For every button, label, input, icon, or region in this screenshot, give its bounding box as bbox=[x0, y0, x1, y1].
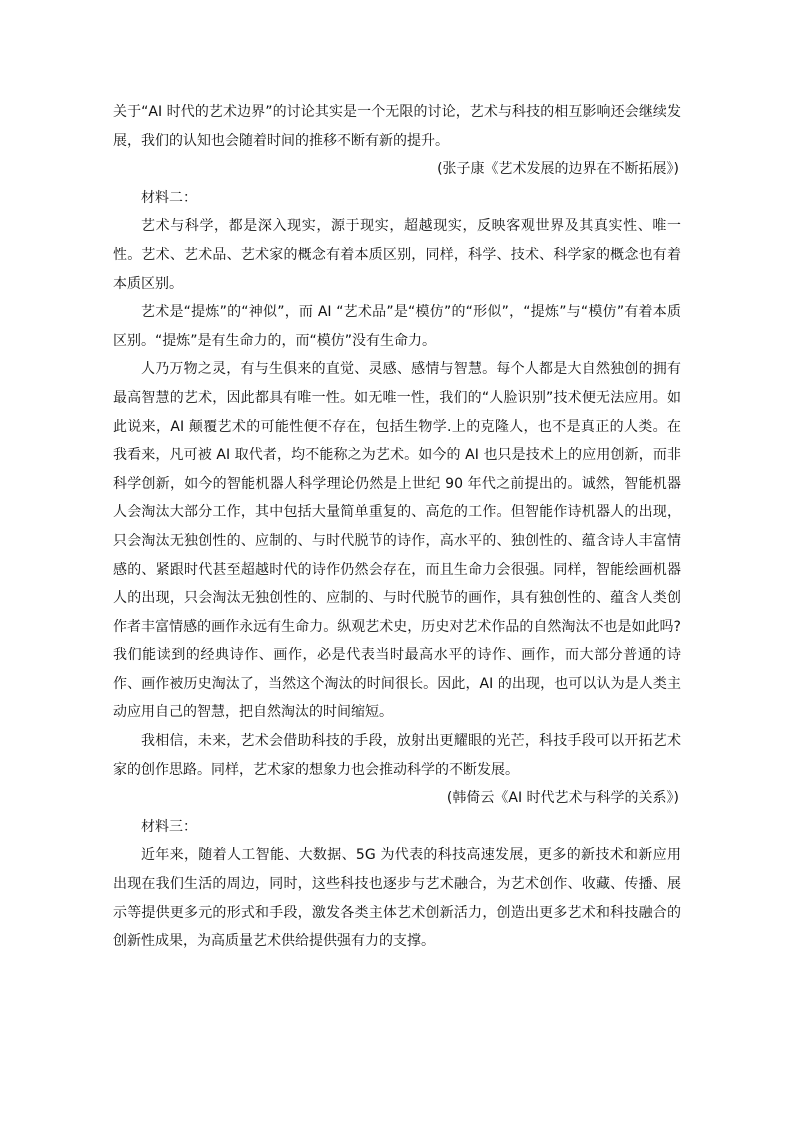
paragraph-future-outlook: 我相信，未来，艺术会借助科技的手段，放射出更耀眼的光芒，科技手段可以开拓艺术家的创作思路。同样，艺术家的想象力也会推动科学的不断发展。 bbox=[113, 733, 681, 778]
document-page bbox=[113, 98, 681, 956]
paragraph-tech-art-fusion: 近年来，随着人工智能、大数据、5G 为代表的科技高速发展，更多的新技术和新应用出现在我们生活的周边，同时，这些科技也逐步与艺术融合，为艺术创作、收藏、传播、展示等提供更多元的形式和手段，激发各类主体艺术创新活力，创造出更多艺术和科技融合的创新性成果，为高质量艺术供给提供强有力的支撑。 bbox=[113, 847, 681, 950]
paragraph-human-uniqueness: 人乃万物之灵，有与生俱来的直觉、灵感、感情与智慧。每个人都是大自然独创的拥有最高智慧的艺术，因此都具有唯一性。如无唯一性，我们的“人脸识别”技术便无法应用。如此说来，AI 颠覆艺术的可能性便不存在，包括生物学.上的克隆人，也不是真正的人类。在我看来，凡可被 AI 取代者，均不能称之为艺术。如今的 AI 也只是技术上的应用创新，而非科学创新，如今的智能机器人科学理论仍然是上世纪 90 年代之前提出的。诚然，智能机器人会淘汰大部分工作，其中包括大量简单重复的、高危的工作。但智能作诗机器人的出现，只会淘汰无独创性的、应制的、与时代脱节的诗作，高水平的、独创性的、蕴含诗人丰富情感的、紧跟时代甚至超越时代的诗作仍然会存在，而且生命力会很强。同样，智能绘画机器人的出现，只会淘汰无独创性的、应制的、与时代脱节的画作，具有独创性的、蕴含人类创作者丰富情感的画作永远有生命力。纵观艺术史，历史对艺术作品的自然淘汰不也是如此吗?我们能读到的经典诗作、画作，必是代表当时最高水平的诗作、画作，而大部分普通的诗作、画作被历史淘汰了，当然这个淘汰的时间很长。因此，AI 的出现，也可以认为是人类主动应用自己的智慧，把自然淘汰的时间缩短。 bbox=[113, 361, 681, 721]
citation-material-two: (韩倚云《AI 时代艺术与科学的关系》) bbox=[446, 790, 679, 807]
section-label-material-three: 材料三： bbox=[141, 818, 197, 835]
paragraph-art-and-science: 艺术与科学，都是深入现实，源于现实，超越现实，反映客观世界及其真实性、唯一性。艺术、艺术品、艺术家的概念有着本质区别，同样，科学、技术、科学家的概念也有着本质区别。 bbox=[113, 218, 681, 292]
paragraph-intro-continuation: 关于“AI 时代的艺术边界”的讨论其实是一个无限的讨论，艺术与科技的相互影响还会继续发展，我们的认知也会随着时间的推移不断有新的提升。 bbox=[113, 104, 681, 149]
citation-material-one: (张子康《艺术发展的边界在不断拓展》) bbox=[437, 161, 679, 178]
section-label-material-two: 材料二： bbox=[141, 189, 197, 206]
paragraph-refinement-vs-imitation: 艺术是“提炼”的“神似”，而 AI “艺术品”是“模仿”的“形似”，“提炼”与“模仿”有着本质区别。“提炼”是有生命力的，而“模仿”没有生命力。 bbox=[113, 304, 681, 349]
